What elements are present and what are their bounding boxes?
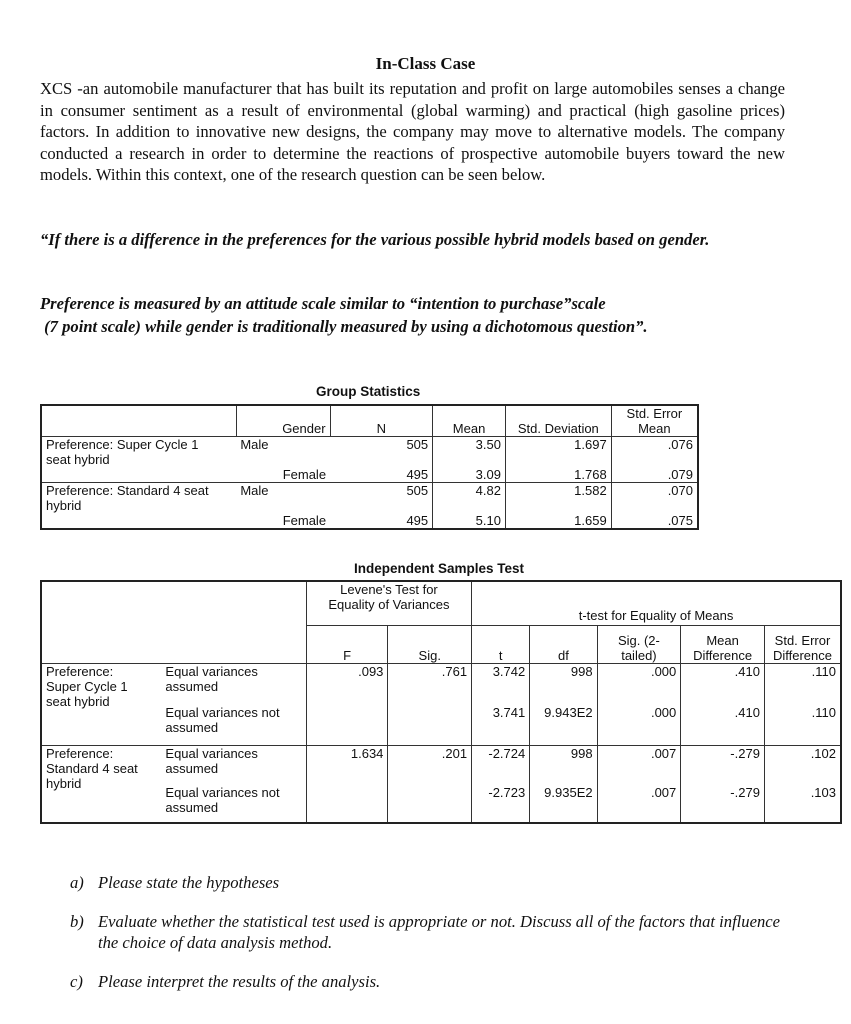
list-item xyxy=(70,971,790,992)
gender-cell: Male xyxy=(236,483,330,505)
header-sig-2-tailed: Sig. (2- xyxy=(617,632,660,648)
condition-label: assumed xyxy=(165,678,219,694)
case-intro-paragraph: XCS -an automobile manufacturer that has built its reputation and profit on large automobiles senses a change in consumer sentiment as a result of environmental (global warming) and practical (high gasoline prices) factors. In addition to innovative new designs, the company may move to alternative models. The company conducted a research in order to determine the reactions of prospective automobile buyers toward the new models. Within this context, one of the research question can be seen below. xyxy=(40,79,785,185)
variable-label: Super Cycle 1 xyxy=(46,678,128,694)
condition-label: Equal variances xyxy=(165,663,258,679)
n-cell: 505 xyxy=(330,437,433,459)
sig2-cell: .007 xyxy=(597,781,681,823)
ind-test-title: Independent Samples Test xyxy=(354,561,525,576)
header-sig: Sig. xyxy=(388,625,472,663)
ttest-header: t-test for Equality of Means xyxy=(472,581,841,625)
page-title: In-Class Case xyxy=(375,54,476,73)
se-cell: .079 xyxy=(611,459,698,483)
f-cell xyxy=(306,781,388,823)
variable-label: Standard 4 seat xyxy=(46,760,138,776)
df-cell: 998 xyxy=(530,663,597,701)
header-mean-difference: Mean xyxy=(706,632,739,648)
gender-cell: Male xyxy=(236,437,330,459)
sig-cell xyxy=(388,781,472,823)
variable-label: hybrid xyxy=(46,498,82,513)
mean-diff-cell: -.279 xyxy=(681,781,765,823)
group-stats-title: Group Statistics xyxy=(316,384,421,399)
se-diff-cell: .103 xyxy=(810,785,836,800)
measurement-line-2: (7 point scale) while gender is traditionally measured by using a dichotomous question”. xyxy=(40,317,648,336)
mean-cell: 3.50 xyxy=(433,437,506,459)
t-cell: 3.741 xyxy=(472,701,530,745)
sd-cell: 1.659 xyxy=(505,505,611,529)
variable-label: Preference: xyxy=(46,663,114,679)
condition-label: Equal variances not xyxy=(165,705,280,720)
mean-cell: 3.09 xyxy=(433,459,506,483)
se-cell: .070 xyxy=(611,483,698,505)
mean-diff-cell: .410 xyxy=(681,663,765,701)
header-f: F xyxy=(306,625,388,663)
variable-label: seat hybrid xyxy=(46,693,110,709)
question-text: Evaluate whether the statistical test used is appropriate or not. Discuss all of the factors that influence the choice of data analysis method. xyxy=(98,912,780,952)
variable-label: Preference: xyxy=(46,745,114,761)
sig2-cell: .000 xyxy=(597,663,681,701)
f-cell xyxy=(306,701,388,745)
ind-samples-test-table xyxy=(40,580,842,824)
sig-cell xyxy=(388,701,472,745)
sig2-cell: .000 xyxy=(597,701,681,745)
table-row xyxy=(41,745,841,781)
gender-cell: Female xyxy=(282,512,327,528)
research-question: “If there is a difference in the preferences for the various possible hybrid models based on gender. xyxy=(40,230,710,249)
condition-label: assumed xyxy=(165,760,219,776)
header-gender: Gender xyxy=(236,405,330,437)
header-n: N xyxy=(330,405,433,437)
sd-cell: 1.582 xyxy=(505,483,611,505)
t-cell: 3.742 xyxy=(472,663,530,701)
condition-label: Equal variances xyxy=(165,745,258,761)
table-row xyxy=(41,701,841,745)
table-row xyxy=(41,663,841,701)
question-text: Please state the hypotheses xyxy=(98,873,280,892)
table-row xyxy=(41,437,698,459)
list-item xyxy=(70,911,790,953)
header-std-error-difference: Difference xyxy=(772,647,832,663)
condition-label: Equal variances not xyxy=(165,785,280,800)
mean-cell: 5.10 xyxy=(433,505,506,529)
question-letter: c) xyxy=(70,972,83,991)
t-cell: -2.723 xyxy=(472,781,530,823)
header-mean-difference: Difference xyxy=(693,647,753,663)
variable-label: Preference: Super Cycle 1 xyxy=(46,437,199,452)
list-item xyxy=(70,872,790,893)
se-cell: .075 xyxy=(611,505,698,529)
df-cell: 9.935E2 xyxy=(530,781,597,823)
header-df: df xyxy=(530,625,597,663)
t-cell: -2.724 xyxy=(472,745,530,781)
gender-cell: Female xyxy=(282,467,327,482)
variable-label: hybrid xyxy=(46,775,82,791)
table-row xyxy=(41,781,841,823)
se-diff-cell: .110 xyxy=(811,663,836,679)
df-cell: 998 xyxy=(530,745,597,781)
variable-label: Preference: Standard 4 seat xyxy=(46,483,209,498)
mean-diff-cell: .410 xyxy=(681,701,765,745)
question-text: Please interpret the results of the analysis. xyxy=(98,972,381,991)
f-cell: .093 xyxy=(306,663,388,701)
levene-header: Levene's Test for xyxy=(340,582,438,597)
assignment-questions xyxy=(70,872,790,1010)
sig-cell: .201 xyxy=(388,745,472,781)
sig2-cell: .007 xyxy=(597,745,681,781)
n-cell: 495 xyxy=(330,459,433,483)
question-letter: a) xyxy=(70,873,84,892)
mean-cell: 4.82 xyxy=(433,483,506,505)
question-letter: b) xyxy=(70,912,84,931)
group-stats-table xyxy=(40,404,699,530)
header-t: t xyxy=(472,625,530,663)
n-cell: 495 xyxy=(330,505,433,529)
sd-cell: 1.768 xyxy=(505,459,611,483)
table-row xyxy=(41,483,698,505)
header-std-error-mean: Std. Error Mean xyxy=(611,405,698,437)
sd-cell: 1.697 xyxy=(505,437,611,459)
condition-label: assumed xyxy=(165,720,219,735)
se-diff-cell: .102 xyxy=(764,745,841,781)
header-mean: Mean xyxy=(433,405,506,437)
sig-cell: .761 xyxy=(388,663,472,701)
measurement-line-1: Preference is measured by an attitude scale similar to “intention to purchase”scale xyxy=(40,294,606,313)
variable-label: seat hybrid xyxy=(46,452,110,467)
measurement-note xyxy=(40,292,800,338)
header-sig-2-tailed: tailed) xyxy=(621,647,657,663)
f-cell: 1.634 xyxy=(306,745,388,781)
condition-label: assumed xyxy=(165,800,219,815)
header-std-deviation: Std. Deviation xyxy=(505,405,611,437)
se-cell: .076 xyxy=(611,437,698,459)
se-diff-cell: .110 xyxy=(811,705,836,720)
n-cell: 505 xyxy=(330,483,433,505)
levene-header: Equality of Variances xyxy=(328,597,450,612)
df-cell: 9.943E2 xyxy=(530,701,597,745)
mean-diff-cell: -.279 xyxy=(681,745,765,781)
header-std-error-difference: Std. Error xyxy=(774,632,831,648)
